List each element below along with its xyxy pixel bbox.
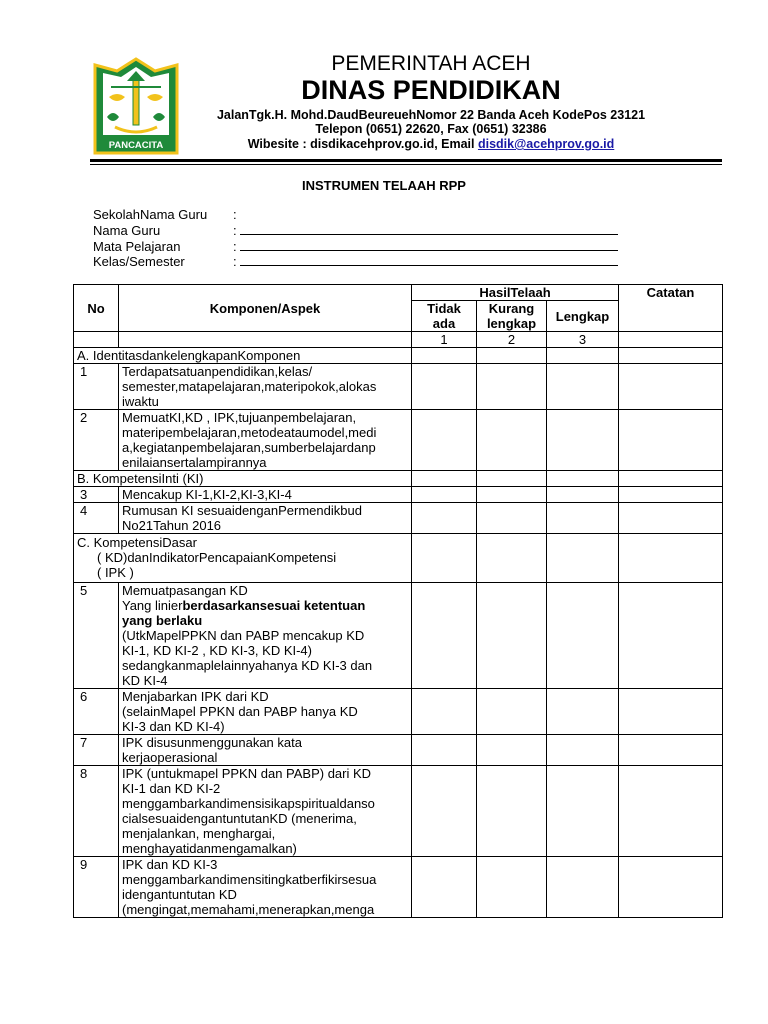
row-no: 1	[74, 364, 119, 410]
header-address: JalanTgk.H. Mohd.DaudBeureuehNomor 22 Banda Aceh KodePos 23121	[216, 108, 646, 122]
score-3: 3	[547, 332, 619, 348]
aspect-line: IPK dan KD KI-3	[122, 857, 218, 872]
row-aspect	[119, 689, 412, 735]
col-catatan: Catatan	[619, 285, 723, 332]
logo-text: PANCACITA	[108, 140, 164, 151]
aspect-line	[122, 598, 408, 613]
aspect-line: MemuatKI,KD , IPK,tujuanpembelajaran,	[122, 410, 357, 425]
col-tidak-ada: Tidak ada	[412, 301, 477, 332]
field-colon: :	[233, 239, 237, 254]
aspect-line: IPK disusunmenggunakan kata	[122, 735, 302, 750]
aspect-line: cialsesuaidengantuntutanKD (menerima,	[122, 811, 357, 826]
aspect-line: KD KI-4	[122, 673, 168, 688]
row-aspect	[119, 857, 412, 918]
col-lengkap: Lengkap	[547, 301, 619, 332]
header-website	[190, 137, 672, 151]
section-c-line: ( IPK )	[97, 565, 134, 580]
row-no: 7	[74, 735, 119, 766]
table-row	[74, 410, 723, 471]
field-line[interactable]	[240, 238, 618, 251]
aspect-line: sedangkanmaplelainnyahanya KD KI-3 dan	[122, 658, 373, 673]
row-aspect	[119, 364, 412, 410]
row-no: 9	[74, 857, 119, 918]
aspect-line: Terdapatsatuanpendidikan,kelas/	[122, 364, 313, 379]
table-row	[74, 735, 723, 766]
aspect-line: (selainMapel PPKN dan PABP hanya KD	[122, 704, 358, 719]
aspect-line: menjalankan, menghargai,	[122, 826, 276, 841]
table-row	[74, 487, 723, 503]
section-b: B. KompetensiInti (KI)	[74, 471, 412, 487]
header-rule-thick	[90, 159, 722, 162]
field-mata-pelajaran	[93, 238, 618, 254]
field-label: Nama Guru	[93, 223, 161, 238]
section-c-line: ( KD)danIndikatorPencapaianKompetensi	[97, 550, 337, 565]
field-colon: :	[233, 223, 237, 238]
aspect-line: Menjabarkan IPK dari KD	[122, 689, 269, 704]
row-aspect	[119, 410, 412, 471]
section-a: A. IdentitasdankelengkapanKomponen	[74, 348, 412, 364]
aspect-line: KI-1, KD KI-2 , KD KI-3, KD KI-4)	[122, 643, 312, 658]
field-line[interactable]	[240, 253, 618, 266]
row-aspect	[119, 487, 412, 503]
row-no: 2	[74, 410, 119, 471]
row-no: 5	[74, 583, 119, 689]
aspect-line: enilaiansertalampirannya	[122, 455, 267, 470]
section-c-line: C. KompetensiDasar	[77, 535, 197, 550]
field-label: SekolahNama Guru	[93, 207, 208, 222]
aspect-line: semester,matapelajaran,materipokok,alokas	[122, 379, 377, 394]
row-no: 8	[74, 766, 119, 857]
header-rule-thin	[90, 164, 722, 165]
row-aspect	[119, 766, 412, 857]
row-aspect	[119, 735, 412, 766]
table-row	[74, 583, 723, 689]
col-hasil: HasilTelaah	[412, 285, 619, 301]
aspect-line: kerjaoperasional	[122, 750, 218, 765]
aspect-line: menghayatidanmengamalkan)	[122, 841, 297, 856]
section-c	[74, 534, 412, 583]
table-row	[74, 857, 723, 918]
aspect-line: iwaktu	[122, 394, 159, 409]
field-label: Mata Pelajaran	[93, 239, 181, 254]
pancacita-logo	[93, 57, 179, 155]
table-row	[74, 689, 723, 735]
field-colon: :	[233, 254, 237, 269]
aspect-line: Memuatpasangan KD	[122, 583, 248, 598]
row-no: 4	[74, 503, 119, 534]
col-kurang-lengkap: Kurang lengkap	[477, 301, 547, 332]
aspect-line: idengantuntutan KD	[122, 887, 237, 902]
field-colon: :	[233, 207, 237, 222]
aspect-line: Rumusan KI sesuaidenganPermendikbud	[122, 503, 362, 518]
aspect-line: KI-3 dan KD KI-4)	[122, 719, 225, 734]
telaah-table	[73, 284, 723, 918]
field-label: Kelas/Semester	[93, 254, 185, 269]
score-1: 1	[412, 332, 477, 348]
aspect-line: Mencakup KI-1,KI-2,KI-3,KI-4	[122, 487, 292, 502]
row-no: 3	[74, 487, 119, 503]
header-agency: DINAS PENDIDIKAN	[301, 75, 561, 105]
table-row	[74, 503, 723, 534]
table-row	[74, 766, 723, 857]
aspect-line: menggambarkandimensisikapspiritualdanso	[122, 796, 375, 811]
field-line[interactable]	[240, 222, 618, 235]
row-aspect	[119, 503, 412, 534]
aspect-line: IPK (untukmapel PPKN dan PABP) dari KD	[122, 766, 372, 781]
row-no: 6	[74, 689, 119, 735]
table-row	[74, 364, 723, 410]
score-2: 2	[477, 332, 547, 348]
header-government: PEMERINTAH ACEH	[331, 52, 531, 75]
aspect-line: menggambarkandimensitingkatberfikirsesua	[122, 872, 377, 887]
document-title: INSTRUMEN TELAAH RPP	[302, 178, 466, 193]
aspect-line: (UtkMapelPPKN dan PABP mencakup KD	[122, 628, 365, 643]
aspect-text: Yang linier	[122, 598, 183, 613]
website-text: Wibesite : disdikacehprov.go.id, Email	[247, 137, 478, 151]
aspect-line: materipembelajaran,metodeataumodel,medi	[122, 425, 377, 440]
email-link[interactable]: disdik@acehprov.go.id	[477, 137, 615, 151]
aspect-line: yang berlaku	[122, 613, 203, 628]
field-sekolah	[93, 207, 237, 222]
col-no: No	[74, 285, 119, 332]
col-komponen: Komponen/Aspek	[119, 285, 412, 332]
header-phone: Telepon (0651) 22620, Fax (0651) 32386	[315, 122, 547, 136]
aspect-line: a,kegiatanpembelajaran,sumberbelajardanp	[122, 440, 376, 455]
row-aspect	[119, 583, 412, 689]
aspect-line: KI-1 dan KD KI-2	[122, 781, 221, 796]
aspect-text-bold: berdasarkansesuai ketentuan	[182, 598, 366, 613]
field-nama-guru	[93, 222, 618, 238]
aspect-line: (mengingat,memahami,menerapkan,menga	[122, 902, 375, 917]
field-kelas-semester	[93, 253, 618, 269]
aspect-line: No21Tahun 2016	[122, 518, 222, 533]
